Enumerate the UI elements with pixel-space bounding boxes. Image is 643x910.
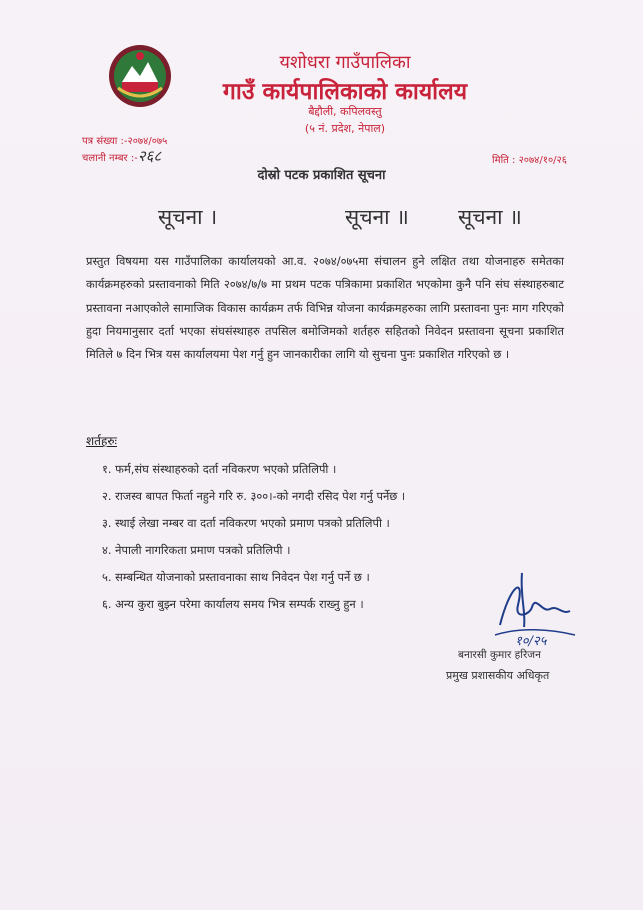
notice-heading-2: सूचना ॥ [345,205,409,229]
dispatch-number: २६८ [137,147,162,165]
office-name: गाउँ कार्यपालिकाको कार्यालय [222,79,468,105]
signatory-role: प्रमुख प्रशासकीय अधिकृत [446,669,550,682]
dispatch-label: चलानी नम्बर :- [82,153,138,164]
notice-subtitle: दोस्रो पटक प्रकाशित सूचना [257,168,386,183]
letter-number: पत्र संख्या :-२०७४/०७५ [82,136,168,147]
dispatch-number-line [82,149,167,166]
condition-item: २. राजस्व बापत फिर्ता नहुने गरि रु. ३००।-को नगदी रसिद पेश गर्नु पर्नेछ । [102,489,406,503]
condition-item: ६. अन्य कुरा बुझ्न परेमा कार्यालय समय भित्र सम्पर्क राख्नु हुन । [102,597,364,611]
municipality-name: यशोधरा गाउँपालिका [279,52,411,73]
office-place: बैद्दौली, कपिलवस्तु [308,105,382,118]
notice-heading-1: सूचना । [158,205,218,229]
condition-item: १. फर्म,संघ संस्थाहरुको दर्ता नविकरण भएको प्रतिलिपी । [102,462,337,476]
condition-item: ३. स्थाई लेखा नम्बर वा दर्ता नविकरण भएको प्रमाण पत्रको प्रतिलिपी । [102,516,390,530]
condition-item: ५. सम्बन्धित योजनाको प्रस्तावनाका साथ निवेदन पेश गर्नु पर्ने छ । [102,570,370,584]
nepal-emblem-icon [108,44,172,108]
notice-body: प्रस्तुत विषयमा यस गाउँपालिका कार्यालयको आ.व. २०७४/०७५मा संचालन हुने लक्षित तथा योजनाहरु समेतका कार्यक्रमहरुको प्रस्तावनाको मिति २०७४/७/७ मा प्रथम पटक पत्रिकामा प्रकाशित भएकोमा कुनै पनि संघ संस्थाहरुबाट प्रस्तावना नआएकोले सामाजिक विकास कार्यक्रम तर्फ विभिन्न योजना कार्यक्रमहरुका लागि प्रस्तावना पुनः माग गरिएको हुदा नियमानुसार दर्ता भएका संघसंस्थाहरु तपसिल बमोजिमको शर्तहरु सहितको निवेदन प्रस्तावना सूचना प्रकाशित मितिले ७ दिन भित्र यस कार्यालयमा पेश गर्नु हुन जानकारीका लागि यो सुचना पुनः प्रकाशित गरिएको छ । [86,254,564,362]
conditions-title: शर्तहरुः [86,434,117,448]
office-province: (५ नं. प्रदेश, नेपाल) [304,122,386,135]
signatory-name: बनारसी कुमार हरिजन [458,649,541,661]
condition-item: ४. नेपाली नागरिकता प्रमाण पत्रको प्रतिलिपी । [102,543,291,557]
notice-heading-3: सूचना ॥ [458,205,522,229]
reference-block [82,134,167,166]
signature-date: १०/२५ [515,634,547,649]
document-date: मिति : २०७४/१०/२६ [492,155,567,166]
signature-mark [470,565,585,660]
